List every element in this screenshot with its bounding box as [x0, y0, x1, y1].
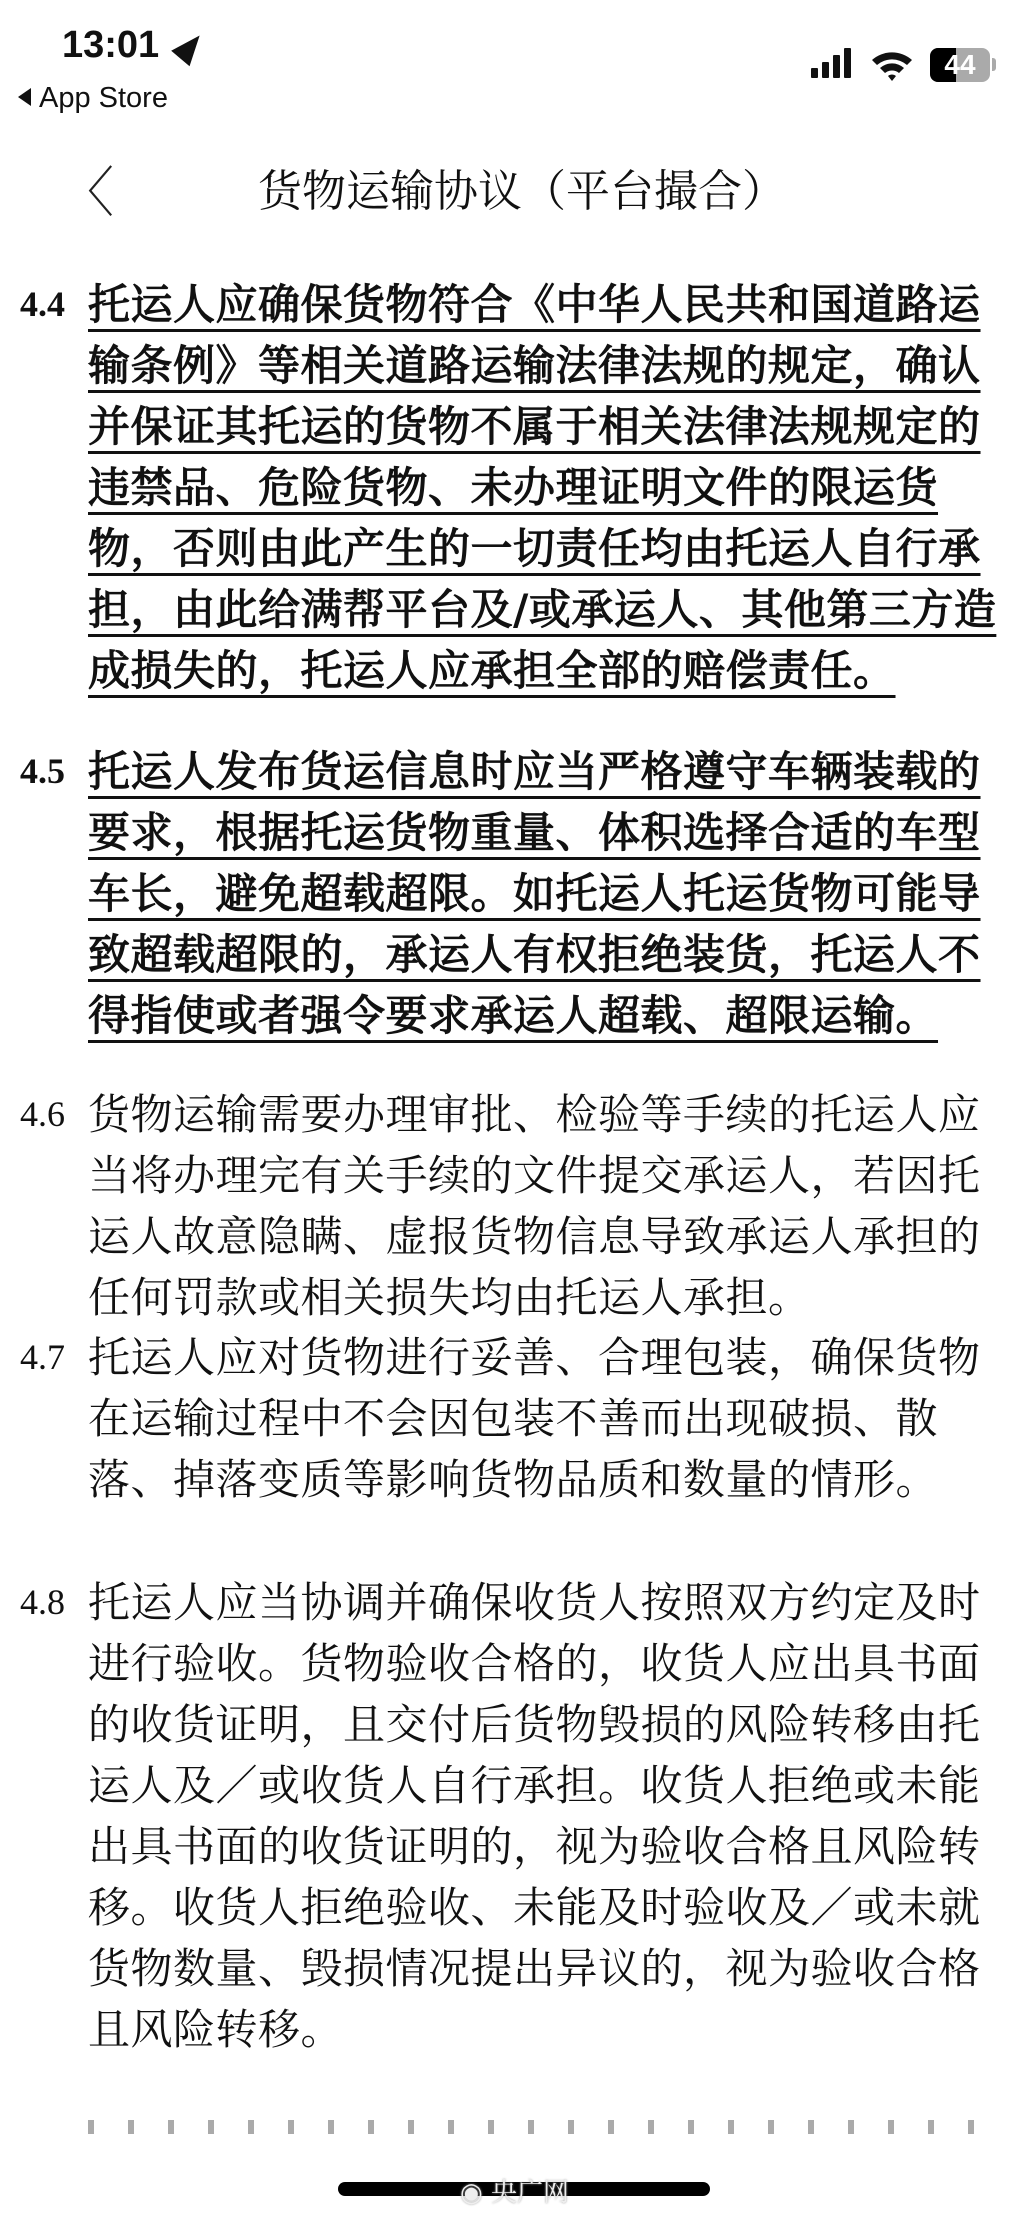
clause-line	[88, 1816, 1008, 1877]
clause-line-text: 要求，根据托运货物重量、体积选择合适的车型	[88, 808, 981, 857]
page-title: 货物运输协议（平台撮合）	[258, 166, 786, 217]
clause-number: 4.8	[20, 1582, 65, 1622]
clause-line	[88, 985, 1008, 1046]
clause-line	[88, 1327, 1008, 1388]
clause-line-text: 且风险转移。	[88, 2005, 344, 2054]
wifi-icon	[870, 48, 914, 82]
back-triangle-icon	[18, 88, 31, 106]
chevron-left-icon: 〈	[60, 161, 114, 224]
clause-line-text: 物，否则由此产生的一切责任均由托运人自行承	[88, 524, 981, 573]
location-arrow-icon	[171, 28, 209, 66]
clause-number: 4.7	[20, 1337, 65, 1377]
battery-icon	[930, 48, 990, 82]
clause-text	[88, 1327, 1008, 1510]
clause-line-text: 当将办理完有关手续的文件提交承运人，若因托	[88, 1151, 981, 1200]
clause-line	[88, 1206, 1008, 1267]
clause-line-text: 托运人应确保货物符合《中华人民共和国道路运	[88, 280, 981, 329]
clause-line-text: 出具书面的收货证明的，视为验收合格且风险转	[88, 1822, 981, 1871]
clause-line	[88, 1999, 1008, 2060]
clause-line	[88, 741, 1008, 802]
clause-line	[88, 396, 1008, 457]
clause-line-text: 运人故意隐瞒、虚报货物信息导致承运人承担的	[88, 1212, 981, 1261]
clause-line	[88, 1084, 1008, 1145]
clause-text	[88, 274, 1008, 701]
clause-line	[88, 1388, 1008, 1449]
clause-line-text: 货物数量、毁损情况提出异议的，视为验收合格	[88, 1944, 981, 1993]
clause-text	[88, 1084, 1008, 1328]
clause-line-text: 并保证其托运的货物不属于相关法律法规规定的	[88, 402, 981, 451]
clause-line-text: 托运人应当协调并确保收货人按照双方约定及时	[88, 1578, 981, 1627]
clause-line-text: 托运人应对货物进行妥善、合理包装，确保货物	[88, 1333, 981, 1382]
clause-line	[88, 1145, 1008, 1206]
watermark	[460, 2172, 569, 2209]
clause-line	[88, 335, 1008, 396]
clause-line	[88, 924, 1008, 985]
clause-line	[88, 274, 1008, 335]
battery-cap	[992, 58, 996, 71]
clause-line-text: 车长，避免超载超限。如托运人托运货物可能导	[88, 869, 981, 918]
clause-text	[88, 1572, 1008, 2060]
status-time: 13:01	[62, 24, 160, 66]
clause-line	[88, 1267, 1008, 1328]
clause-number: 4.6	[20, 1094, 65, 1134]
clause-text	[88, 741, 1008, 1046]
clause-line-text: 任何罚款或相关损失均由托运人承担。	[88, 1273, 811, 1322]
back-app-label: App Store	[39, 82, 168, 114]
clause-line-text: 的收货证明，且交付后货物毁损的风险转移由托	[88, 1700, 981, 1749]
clause-line-text: 托运人发布货运信息时应当严格遵守车辆装载的	[88, 747, 981, 796]
clause-line-text: 运人及／或收货人自行承担。收货人拒绝或未能	[88, 1761, 981, 1810]
clause-line	[88, 1938, 1008, 1999]
clause-line	[88, 457, 1008, 518]
clause-line-text: 致超载超限的，承运人有权拒绝装货，托运人不	[88, 930, 981, 979]
clause-line	[88, 640, 1008, 701]
clause-line	[88, 1449, 1008, 1510]
clause-line	[88, 802, 1008, 863]
clause-line-text: 落、掉落变质等影响货物品质和数量的情形。	[88, 1455, 939, 1504]
clause-line	[88, 863, 1008, 924]
cellular-signal-icon	[811, 48, 851, 78]
clause-line	[88, 1572, 1008, 1633]
clause-line	[88, 1755, 1008, 1816]
clause-line-text: 违禁品、危险货物、未办理证明文件的限运货	[88, 463, 939, 512]
clause-number: 4.5	[20, 751, 65, 791]
clause-line	[88, 518, 1008, 579]
cut-off-text-line	[88, 2120, 1008, 2134]
weibo-logo-icon: ◉	[460, 2178, 491, 2208]
clause-line-text: 输条例》等相关道路运输法律法规的规定，确认	[88, 341, 981, 390]
clause-line-text: 货物运输需要办理审批、检验等手续的托运人应	[88, 1090, 981, 1139]
clause-line-text: 得指使或者强令要求承运人超载、超限运输。	[88, 991, 939, 1040]
clause-line-text: 在运输过程中不会因包装不善而出现破损、散	[88, 1394, 939, 1443]
clause-number: 4.4	[20, 284, 65, 324]
clause-line-text: 进行验收。货物验收合格的，收货人应出具书面	[88, 1639, 981, 1688]
clause-line	[88, 1877, 1008, 1938]
watermark-text: 央广网	[490, 2178, 569, 2208]
clause-line-text: 担，由此给满帮平台及/或承运人、其他第三方造	[88, 585, 997, 634]
clause-line-text: 移。收货人拒绝验收、未能及时验收及／或未就	[88, 1883, 981, 1932]
clause-line-text: 成损失的，托运人应承担全部的赔偿责任。	[88, 646, 896, 695]
clause-line	[88, 579, 1008, 640]
back-to-app-store[interactable]	[18, 82, 168, 115]
clause-line	[88, 1694, 1008, 1755]
battery-level: 44	[944, 49, 976, 80]
clause-line	[88, 1633, 1008, 1694]
